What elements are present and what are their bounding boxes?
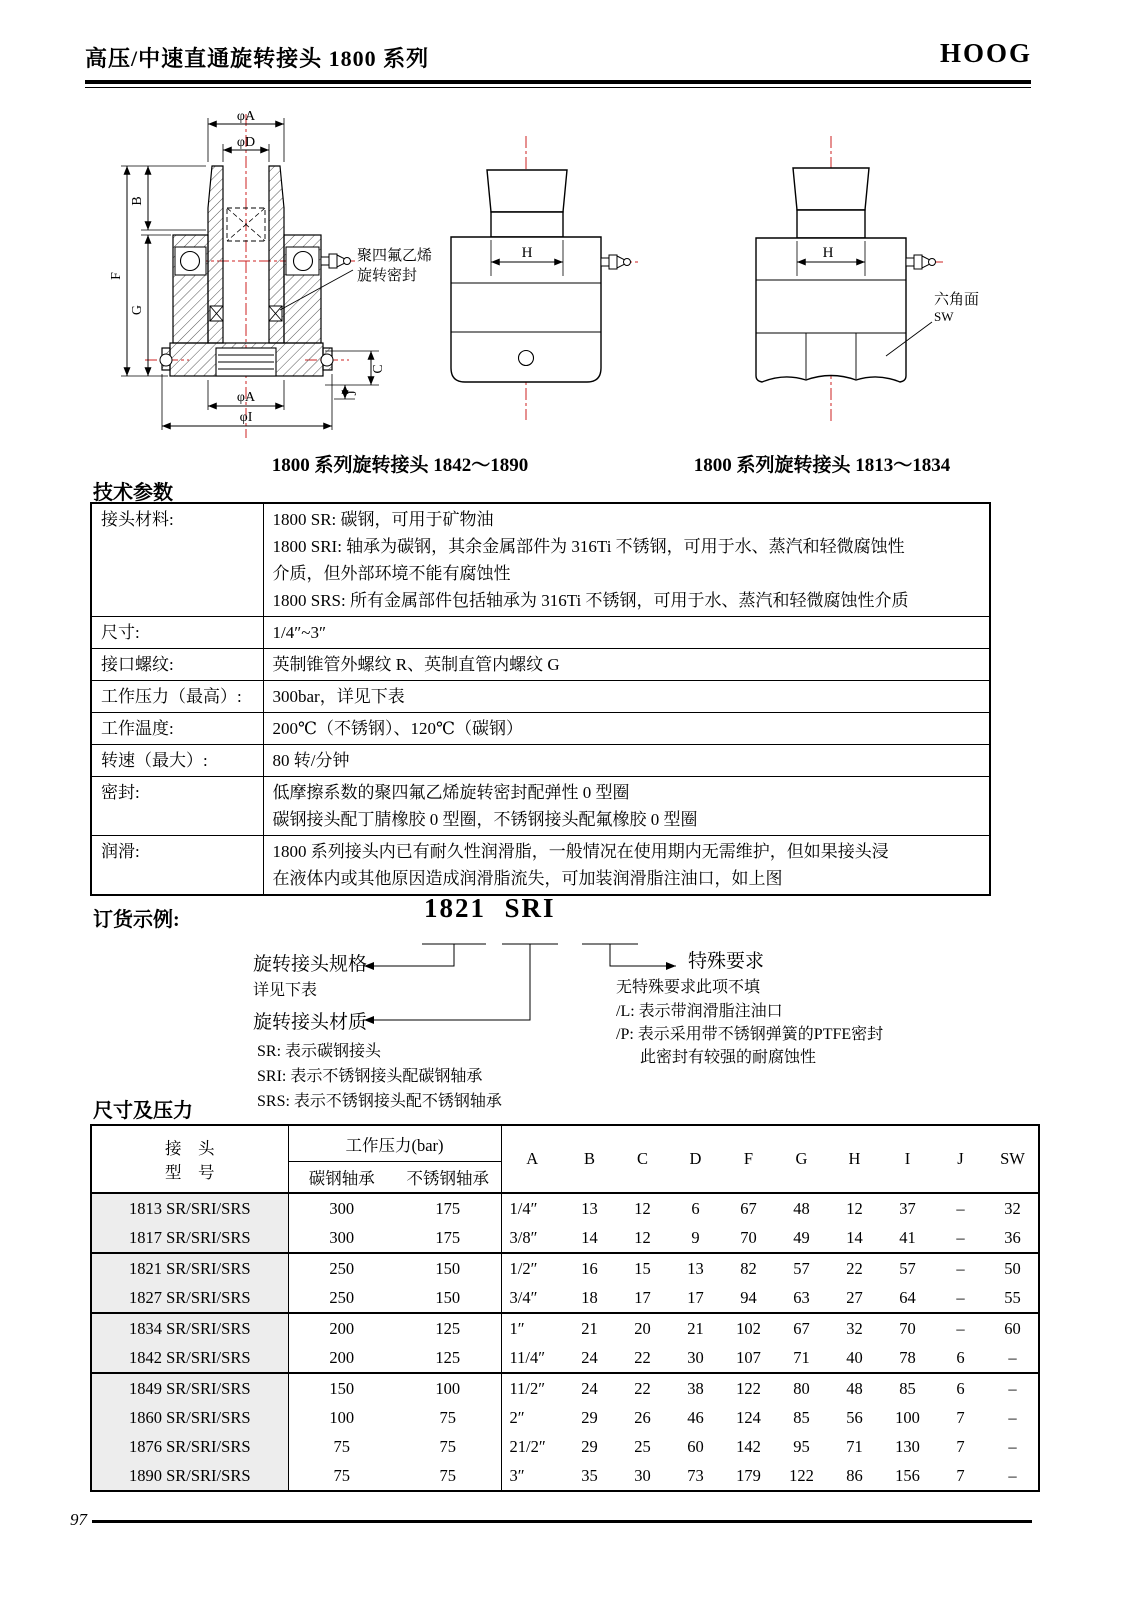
col-header-b: B [583,1149,595,1168]
body-outline [451,170,601,382]
tech-param-value [263,649,990,681]
tech-row-material [91,503,990,617]
tech-param-value [263,745,990,777]
tech-line: 在液体内或其他原因造成润滑脂流失，可加装润滑脂注油口，如上图 [272,869,783,888]
tech-params-heading: 技术参数 [93,482,173,504]
caption-right-drawing: 1800 系列旋转接头 1813～1834 [693,455,951,476]
tech-line: 1/4″~3″ [272,623,327,642]
tech-line: 1800 SRS: 所有金属部件包括轴承为 316Ti 不锈钢，可用于水、蒸汽和轻微腐蚀性介质 [272,591,909,610]
tech-line: 碳钢接头配丁腈橡胶 0 型圈，不锈钢接头配氟橡胶 0 型圈 [272,810,698,829]
tech-line: 80 转/分钟 [272,751,350,770]
dim-label-dia-a-bottom: φA [236,390,256,405]
hex-annotation-line1: 六角面 [934,292,980,308]
col-header-pressure-group: 工作压力(bar) [288,1125,501,1162]
tech-line: 介质，但外部环境不能有腐蚀性 [272,564,511,583]
table-row: 1842 SR/SRI/SRS 200 125 11/4″ 24 22 30 107 71 40 78 6 – [91,1343,1039,1373]
header-rule-thick [85,80,1031,84]
tech-row-thread [91,649,990,681]
tech-line: 300bar，详见下表 [272,687,405,706]
dim-label-c: C [371,364,386,374]
seal-annotation-line1: 聚四氟乙烯 [357,248,433,264]
col-header-c: C [636,1149,648,1168]
table-row: 1813 SR/SRI/SRS 300 175 1/4″ 13 12 6 67 48 12 37 – 32 [91,1193,1039,1223]
side-hole-left [160,354,172,366]
tech-param-value [263,836,990,896]
ordering-material-label: 旋转接头材质 [253,1012,368,1033]
size-table-heading: 尺寸及压力 [93,1100,193,1122]
mount-hole [519,351,534,366]
dim-label-dia-d: φD [236,135,256,150]
tech-param-label: 密封: [91,777,263,836]
tech-row-pressure [91,681,990,713]
table-row: 1849 SR/SRI/SRS 150 100 11/2″ 24 22 38 122 80 48 85 6 – [91,1373,1039,1403]
grease-nipple-icon [321,254,351,268]
ordering-code-material: SRI [504,893,556,923]
page-number: 97 [70,1510,87,1529]
brand-logo: HOOG [940,38,1033,68]
tech-line: 低摩擦系数的聚四氟乙烯旋转密封配弹性 0 型圈 [272,783,630,802]
tech-param-value [263,617,990,649]
ordering-code-model: 1821 [424,893,486,923]
hex-annotation-line2: SW [934,309,954,324]
profile-drawing-hex [728,128,1068,433]
tech-params-table [90,502,991,896]
col-header-sw: SW [1000,1149,1025,1168]
size-table-header [91,1125,1039,1193]
table-row: 1860 SR/SRI/SRS 100 75 2″ 29 26 46 124 85 56 100 7 – [91,1403,1039,1432]
tech-param-value [263,713,990,745]
section-drawing-1842-1890 [85,108,445,443]
seal-annotation-line2: 旋转密封 [357,268,418,284]
tech-row-size [91,617,990,649]
dim-label-f: F [109,272,124,280]
table-row: 1827 SR/SRI/SRS 250 150 3/4″ 18 17 17 94 63 27 64 – 55 [91,1283,1039,1313]
table-row: 1890 SR/SRI/SRS 75 75 3″ 35 30 73 179 122 86 156 7 – [91,1461,1039,1491]
ordering-special-note: /P: 表示采用带不锈钢弹簧的PTFE密封 [616,1026,884,1043]
tech-param-value [263,681,990,713]
tech-param-label: 工作温度: [91,713,263,745]
side-hole-right [321,354,333,366]
ptfe-seal-right [269,306,282,321]
dim-label-dia-i: φI [239,410,253,425]
ordering-heading: 订货示例: [93,909,180,931]
tech-row-seal [91,777,990,836]
col-header-h: H [848,1149,861,1168]
tech-param-label: 接口螺纹: [91,649,263,681]
col-header-f: F [743,1149,754,1168]
ordering-special-note: 无特殊要求此项不填 [616,979,761,996]
ordering-special-label: 特殊要求 [688,951,765,972]
tech-param-label: 转速（最大）: [91,745,263,777]
table-row: 1876 SR/SRI/SRS 75 75 21/2″ 29 25 60 142 95 71 130 7 – [91,1432,1039,1461]
ordering-material-option: SRI: 表示不锈钢接头配碳钢轴承 [257,1068,483,1085]
dimension-lines [121,118,379,430]
dim-label-dia-a-top: φA [236,109,256,124]
table-row: 1821 SR/SRI/SRS 250 150 1/2″ 16 15 13 82 57 22 57 – 50 [91,1253,1039,1283]
tech-line: 1800 SR: 碳钢，可用于矿物油 [272,510,494,529]
table-row: 1817 SR/SRI/SRS 300 175 3/8″ 14 12 9 70 49 14 41 – 36 [91,1223,1039,1253]
tech-param-label: 尺寸: [91,617,263,649]
dim-label-j: J [344,390,359,396]
dim-label-g: G [130,304,145,316]
size-pressure-table [90,1124,1040,1492]
tech-line: 英制锥管外螺纹 R、英制直管内螺纹 G [272,655,560,674]
col-header-a: A [526,1149,539,1168]
tech-row-speed [91,745,990,777]
col-header-j: J [957,1149,964,1168]
ordering-spec-label: 旋转接头规格 [253,954,368,975]
tech-param-label: 工作压力（最高）: [91,681,263,713]
dim-label-h: H [521,245,533,261]
dim-label-h: H [822,245,834,261]
ordering-special-note: 此密封有较强的耐腐蚀性 [640,1049,817,1066]
bottom-flange [160,343,333,376]
ordering-special-note: /L: 表示带润滑脂注油口 [616,1003,783,1020]
ordering-material-option: SR: 表示碳钢接头 [257,1043,382,1060]
footer-rule [92,1520,1032,1523]
bearing-right [294,252,313,271]
page-title: 高压/中速直通旋转接头 1800 系列 [85,46,430,71]
tech-line: 200℃（不锈钢）、120℃（碳钢） [272,719,524,738]
tech-param-label: 接头材料: [91,503,263,617]
ptfe-seal-left [210,306,223,321]
tech-row-lubrication [91,836,990,896]
col-header-i: I [904,1149,911,1168]
header-rule-thin [85,87,1031,88]
bearing-left [181,252,200,271]
col-header-model: 接 头 型 号 [91,1125,288,1193]
col-header-g: G [795,1149,808,1168]
col-header-carbon-bearing: 碳钢轴承 [308,1169,375,1188]
grease-nipple-icon [601,255,631,269]
grease-nipple-icon [906,255,936,269]
ordering-material-option: SRS: 表示不锈钢接头配不锈钢轴承 [257,1093,502,1110]
housing [173,235,321,343]
tech-param-label: 润滑: [91,836,263,896]
col-header-ss-bearing: 不锈钢轴承 [395,1162,501,1194]
tech-line: 1800 系列接头内已有耐久性润滑脂，一般情况在使用期内无需维护，但如果接头浸 [272,842,889,861]
body-outline [756,168,906,382]
col-header-d: D [689,1149,702,1168]
tech-row-temperature [91,713,990,745]
caption-left-drawing: 1800 系列旋转接头 1842～1890 [271,455,529,476]
tech-param-value [263,503,990,617]
profile-drawing-grease-port [445,128,685,428]
ordering-spec-sub: 详见下表 [253,982,318,999]
tech-line: 1800 SRI: 轴承为碳钢，其余金属部件为 316Ti 不锈钢，可用于水、蒸汽和轻微腐蚀性 [272,537,905,556]
dim-label-b: B [130,196,145,206]
table-row: 1834 SR/SRI/SRS 200 125 1″ 21 20 21 102 67 32 70 – 60 [91,1313,1039,1343]
tech-param-value [263,777,990,836]
